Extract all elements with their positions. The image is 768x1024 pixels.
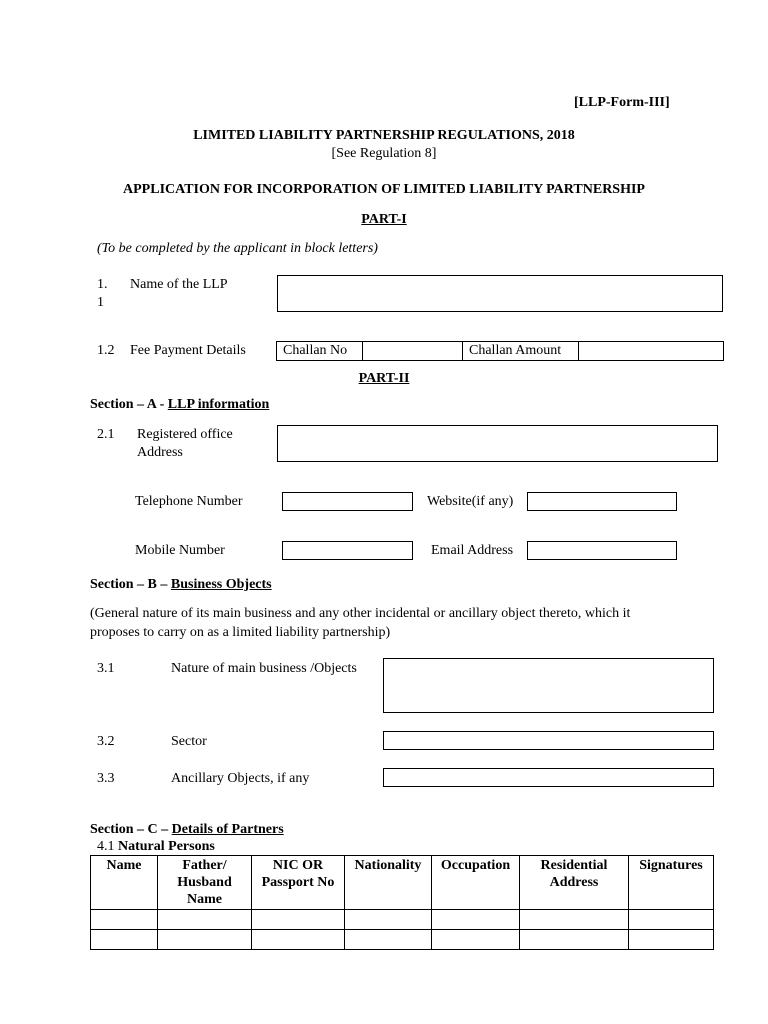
registered-office-label-cont: Address (137, 445, 183, 460)
section-a-title: LLP information (167, 397, 270, 412)
col-nic-passport: NIC OR Passport No (252, 856, 345, 910)
table-cell[interactable] (432, 930, 520, 950)
section-b-title: Business Objects (170, 577, 272, 592)
item31-number: 3.1 (97, 661, 115, 676)
col-name: Name (91, 856, 158, 910)
table-cell[interactable] (158, 910, 252, 930)
section-c-heading (90, 821, 284, 839)
table-cell[interactable] (252, 910, 345, 930)
email-field[interactable] (527, 541, 677, 560)
website-field[interactable] (527, 492, 677, 511)
ancillary-objects-field[interactable] (383, 768, 714, 787)
item1-number-cont: 1 (97, 295, 104, 310)
main-business-label: Nature of main business /Objects (171, 661, 357, 676)
table-cell[interactable] (629, 910, 714, 930)
section-b-description-2: proposes to carry on as a limited liability partnership) (90, 625, 391, 640)
item41-heading (97, 838, 215, 856)
website-label: Website(if any) (427, 494, 514, 509)
partners-table (90, 855, 714, 950)
llp-name-field[interactable] (277, 275, 723, 312)
sector-field[interactable] (383, 731, 714, 750)
part1-instruction: (To be completed by the applicant in block letters) (97, 241, 378, 256)
part1-heading: PART-I (361, 212, 407, 227)
item21-number: 2.1 (97, 427, 115, 442)
table-cell[interactable] (432, 910, 520, 930)
item1-number: 1. (97, 277, 108, 292)
col-father-husband-name: Father/ Husband Name (158, 856, 252, 910)
table-row (91, 930, 714, 950)
col-nationality: Nationality (345, 856, 432, 910)
telephone-label: Telephone Number (135, 494, 243, 509)
form-tag: [LLP-Form-III] (574, 95, 670, 110)
table-cell[interactable] (345, 930, 432, 950)
section-b-prefix: Section – B – (90, 577, 171, 592)
item33-number: 3.3 (97, 771, 115, 786)
section-c-prefix: Section – C – (90, 822, 172, 837)
table-cell[interactable] (252, 930, 345, 950)
table-cell[interactable] (158, 930, 252, 950)
see-regulation: [See Regulation 8] (331, 146, 437, 161)
main-business-field[interactable] (383, 658, 714, 713)
regulations-title: LIMITED LIABILITY PARTNERSHIP REGULATIONS, 2018 (193, 128, 575, 143)
section-b-description-1: (General nature of its main business and any other incidental or ancillary object thereto, which it (90, 606, 631, 621)
table-cell[interactable] (345, 910, 432, 930)
challan-no-field[interactable] (363, 342, 463, 361)
partners-table-header (91, 856, 714, 910)
col-residential-address: Residential Address (520, 856, 629, 910)
item32-number: 3.2 (97, 734, 115, 749)
ancillary-objects-label: Ancillary Objects, if any (171, 771, 310, 786)
registered-office-label: Registered office (137, 427, 233, 442)
section-a-prefix: Section – A - (90, 397, 168, 412)
item41-number: 4.1 (97, 839, 115, 854)
table-cell[interactable] (520, 910, 629, 930)
section-c-title: Details of Partners (171, 822, 284, 837)
item12-number: 1.2 (97, 343, 115, 358)
challan-amount-field[interactable] (579, 342, 724, 361)
table-row (91, 910, 714, 930)
natural-persons-label: Natural Persons (118, 839, 215, 854)
fee-payment-label: Fee Payment Details (130, 343, 246, 358)
col-occupation: Occupation (432, 856, 520, 910)
table-cell[interactable] (91, 930, 158, 950)
mobile-field[interactable] (282, 541, 413, 560)
challan-no-label: Challan No (277, 342, 363, 361)
sector-label: Sector (171, 734, 207, 749)
section-a-heading (90, 396, 269, 414)
registered-office-field[interactable] (277, 425, 718, 462)
part2-heading: PART-II (358, 371, 410, 386)
llp-name-label: Name of the LLP (130, 277, 228, 292)
email-label: Email Address (431, 543, 514, 558)
section-b-heading (90, 576, 272, 594)
col-signatures: Signatures (629, 856, 714, 910)
table-cell[interactable] (520, 930, 629, 950)
telephone-field[interactable] (282, 492, 413, 511)
fee-payment-table (276, 341, 724, 361)
table-cell[interactable] (629, 930, 714, 950)
challan-amount-label: Challan Amount (463, 342, 579, 361)
table-cell[interactable] (91, 910, 158, 930)
mobile-label: Mobile Number (135, 543, 225, 558)
application-title: APPLICATION FOR INCORPORATION OF LIMITED LIABILITY PARTNERSHIP (123, 182, 645, 197)
